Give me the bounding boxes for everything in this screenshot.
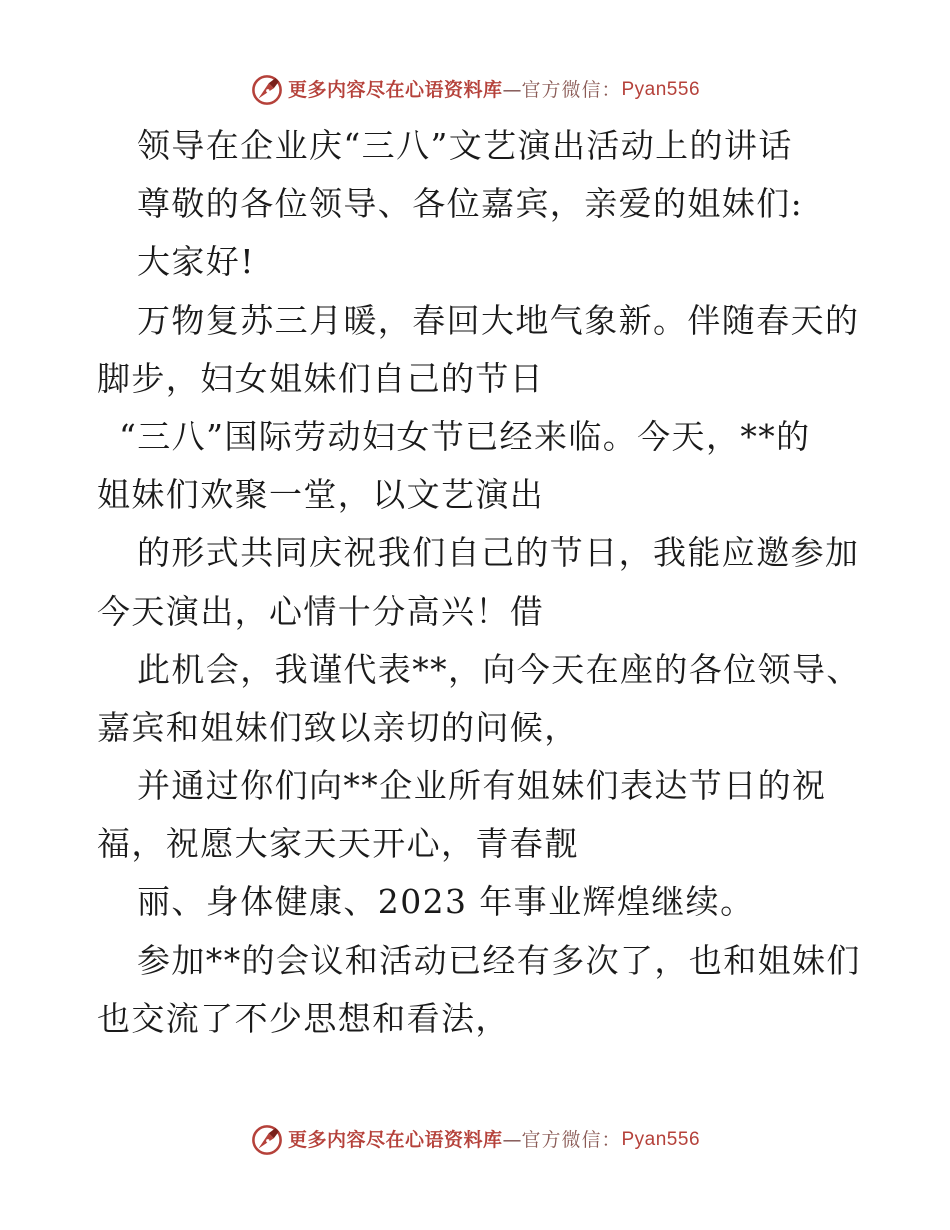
greeting: 大家好! <box>137 242 255 282</box>
paragraph-line: 参加**的会议和活动已经有多次了，也和姐妹们 <box>137 940 861 980</box>
banner-main-text: 更多内容尽在心语资料库 <box>287 79 503 101</box>
banner-wechat-label: 官方微信： <box>521 1129 622 1151</box>
paragraph-line: 今天演出，心情十分高兴！借 <box>97 591 545 631</box>
paragraph-line: 福，祝愿大家天天开心，青春靓 <box>97 824 579 864</box>
paragraph-line: 也交流了不少思想和看法， <box>97 998 510 1038</box>
header-banner <box>0 70 950 110</box>
salutation: 尊敬的各位领导、各位嘉宾，亲爱的姐妹们: <box>137 184 804 224</box>
paragraph-line: 并通过你们向**企业所有姐妹们表达节日的祝 <box>137 766 827 806</box>
pen-nib-logo-icon <box>250 73 284 107</box>
pen-nib-logo-icon <box>250 1123 284 1157</box>
paragraph-line: “三八”国际劳动妇女节已经来临。今天，**的 <box>119 416 811 456</box>
document-body <box>97 117 861 1048</box>
footer-banner <box>0 1120 950 1160</box>
paragraph-line: 此机会，我谨代表**，向今天在座的各位领导、 <box>137 649 861 689</box>
banner-wechat-id: Pyan556 <box>621 1129 701 1150</box>
banner-wechat-label: 官方微信： <box>521 79 622 101</box>
banner-wechat-id: Pyan556 <box>621 79 701 100</box>
banner-main-text: 更多内容尽在心语资料库 <box>287 1129 503 1151</box>
paragraph-line: 嘉宾和姐妹们致以亲切的问候， <box>97 707 579 747</box>
paragraph-line: 的形式共同庆祝我们自己的节日，我能应邀参加 <box>137 533 860 573</box>
paragraph-line: 丽、身体健康、2023 年事业辉煌继续。 <box>137 882 755 922</box>
document-title: 领导在企业庆“三八”文艺演出活动上的讲话 <box>137 126 793 165</box>
banner-dash: — <box>502 79 522 101</box>
paragraph-line: 脚步，妇女姐妹们自己的节日 <box>97 358 545 398</box>
paragraph-line: 万物复苏三月暖，春回大地气象新。伴随春天的 <box>137 300 860 340</box>
banner-dash: — <box>502 1129 522 1151</box>
paragraph-line: 姐妹们欢聚一堂，以文艺演出 <box>97 475 545 515</box>
